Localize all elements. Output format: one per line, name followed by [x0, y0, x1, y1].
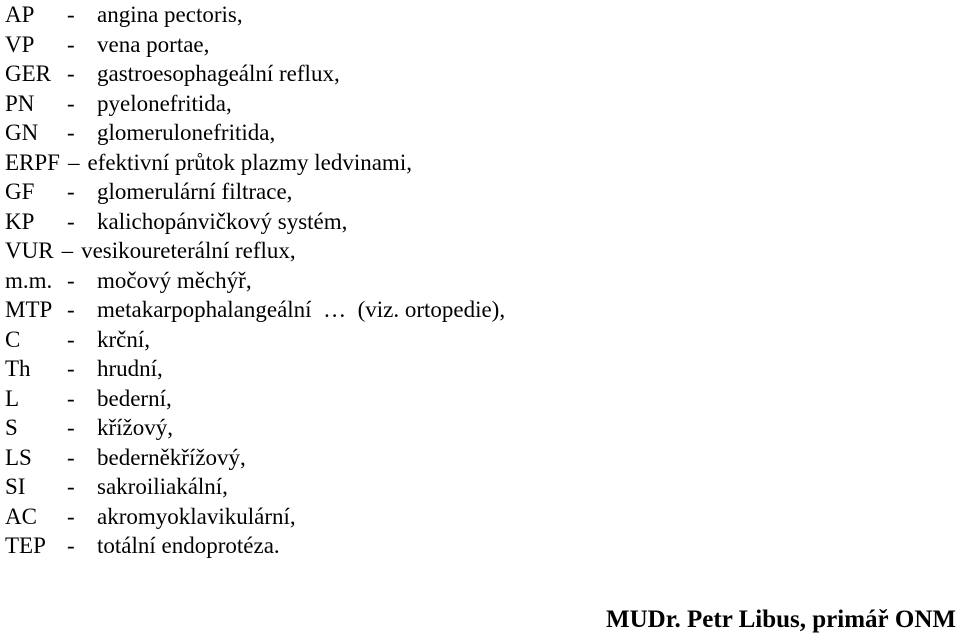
abbreviation-code: MTP: [5, 297, 53, 322]
abbreviation-definition: angina pectoris,: [97, 2, 243, 27]
abbreviation-row: [5, 30, 505, 60]
abbreviation-code: GN: [5, 120, 39, 145]
abbreviation-row: [5, 354, 505, 384]
abbreviation-code: AP: [5, 2, 35, 27]
abbreviation-definition: glomerulonefritida,: [97, 120, 276, 145]
abbreviation-definition: gastroesophageální reflux,: [97, 61, 340, 86]
abbreviation-row: [5, 59, 505, 89]
abbreviation-definition: akromyoklavikulární,: [97, 503, 296, 529]
abbreviation-row: [5, 177, 505, 207]
abbreviation-row: [5, 502, 505, 532]
abbreviation-code: ERPF: [5, 149, 60, 175]
abbreviation-code: LS: [5, 444, 32, 470]
abbreviation-code: VUR: [5, 238, 54, 263]
abbreviation-definition: bederní,: [97, 385, 172, 411]
abbreviation-definition: pyelonefritida,: [97, 90, 232, 116]
abbreviation-row: [5, 118, 505, 148]
abbreviation-row: [5, 295, 505, 325]
abbreviation-row: [5, 148, 505, 178]
abbreviation-code: VP: [5, 31, 35, 57]
abbreviation-code: GER: [5, 61, 51, 86]
abbreviation-definition: krční,: [97, 326, 151, 352]
abbreviation-code: S: [5, 415, 18, 440]
separator: -: [67, 356, 75, 381]
separator: -: [67, 31, 75, 57]
separator: -: [67, 533, 75, 558]
abbreviation-definition: močový měchýř,: [97, 267, 252, 293]
separator: -: [67, 61, 75, 86]
abbreviation-code: AC: [5, 503, 37, 529]
abbreviation-definition: hrudní,: [97, 356, 163, 381]
abbreviation-row: [5, 443, 505, 473]
abbreviation-definition: křížový,: [97, 415, 174, 440]
abbreviation-code: PN: [5, 90, 35, 116]
separator: -: [67, 2, 75, 27]
separator: –: [61, 238, 74, 263]
separator: -: [67, 297, 75, 322]
abbreviation-code: Th: [5, 356, 31, 381]
separator: -: [67, 474, 75, 499]
separator: -: [67, 267, 75, 293]
abbreviation-code: KP: [5, 208, 35, 234]
abbreviation-definition: bederněkřížový,: [97, 444, 246, 470]
separator: -: [67, 90, 75, 116]
abbreviation-row: [5, 472, 505, 502]
abbreviation-row: [5, 89, 505, 119]
abbreviation-code: C: [5, 326, 21, 352]
separator: -: [67, 503, 75, 529]
abbreviation-code: TEP: [5, 533, 46, 558]
separator: -: [67, 120, 75, 145]
separator: -: [67, 444, 75, 470]
separator: -: [67, 415, 75, 440]
abbreviation-definition: vesikoureterální reflux,: [81, 238, 296, 263]
abbreviation-row: [5, 531, 505, 561]
author-signature: MUDr. Petr Libus, primář ONM: [606, 606, 956, 633]
abbreviation-definition: kalichopánvičkový systém,: [97, 208, 348, 234]
abbreviation-code: GF: [5, 179, 35, 204]
abbreviation-row: [5, 384, 505, 414]
abbreviation-row: [5, 266, 505, 296]
abbreviation-row: [5, 207, 505, 237]
abbreviation-list: [5, 0, 505, 561]
separator: -: [67, 326, 75, 352]
abbreviation-row: [5, 236, 505, 266]
abbreviation-definition: metakarpophalangeální … (viz. ortopedie),: [97, 297, 506, 322]
abbreviation-row: [5, 0, 505, 30]
separator: -: [67, 208, 75, 234]
abbreviation-code: L: [5, 385, 20, 411]
abbreviation-definition: glomerulární filtrace,: [97, 179, 293, 204]
separator: -: [67, 179, 75, 204]
abbreviation-definition: vena portae,: [97, 31, 210, 57]
abbreviation-definition: totální endoprotéza.: [97, 533, 280, 558]
abbreviation-definition: sakroiliakální,: [97, 474, 228, 499]
separator: –: [67, 149, 80, 175]
abbreviation-code: m.m.: [5, 267, 53, 293]
abbreviation-row: [5, 413, 505, 443]
abbreviation-definition: efektivní průtok plazmy ledvinami,: [87, 149, 412, 175]
abbreviation-code: SI: [5, 474, 26, 499]
abbreviation-row: [5, 325, 505, 355]
separator: -: [67, 385, 75, 411]
